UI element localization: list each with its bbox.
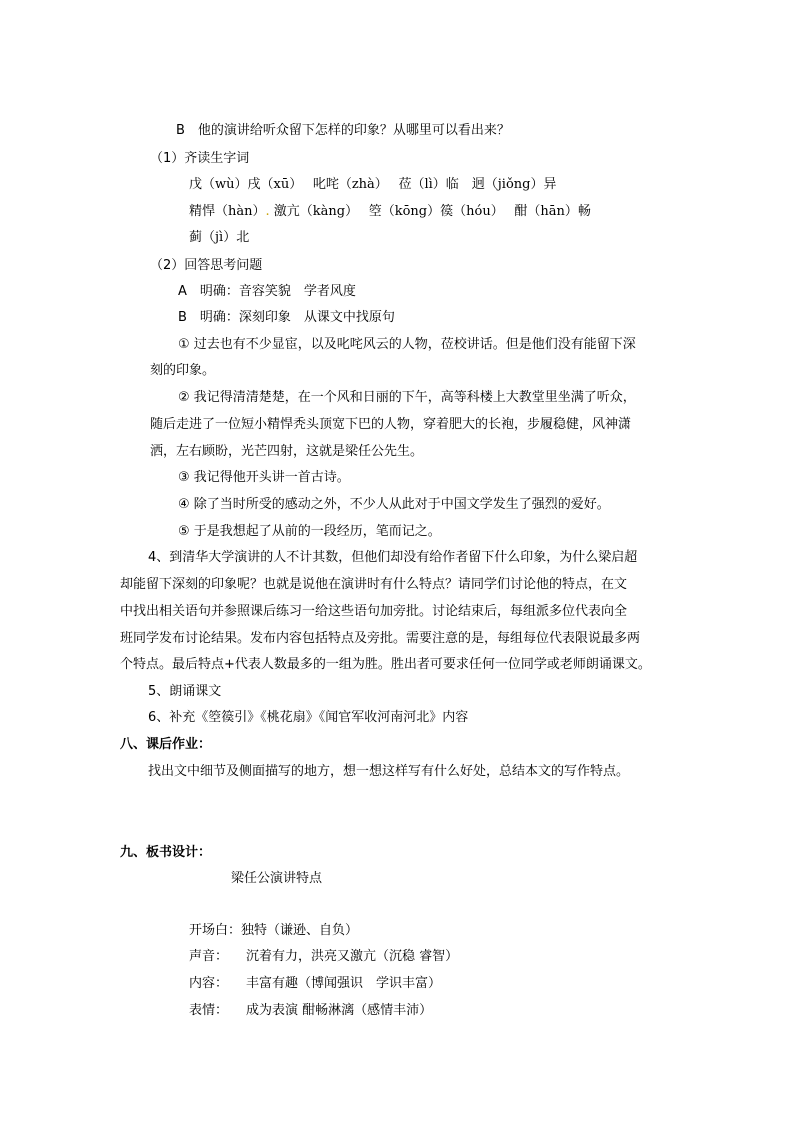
quote-2-line-1: ② 我记得清清楚楚，在一个风和日丽的下午，高等科楼上大教堂里坐满了听众， xyxy=(178,390,636,405)
board-row-voice xyxy=(189,948,458,966)
vocab-line-2 xyxy=(189,203,591,221)
board-row-content xyxy=(189,975,441,993)
quote-2-line-3: 洒，左右顾盼，光芒四射，这就是梁任公先生。 xyxy=(150,444,424,459)
answer-a: A 明确：音容笑貌 学者风度 xyxy=(178,284,356,299)
quote-3: ③ 我记得他开头讲一首古诗。 xyxy=(178,470,350,485)
board-row-expression xyxy=(189,1002,432,1020)
question-b: B 他的演讲给听众留下怎样的印象？从哪里可以看出来？ xyxy=(176,123,510,138)
step6: 6、补充《箜篌引》《桃花扇》《闻官军收河南河北》内容 xyxy=(148,710,469,725)
board-row-value: 沉着有力，洪亮又激亢（沉稳 睿智） xyxy=(246,949,459,964)
vocab-line-1: 戊（wù）戌（xū） 叱咤（zhà） 莅（lì）临 迥（jiǒng）异 xyxy=(189,177,557,192)
board-row-label: 开场白： xyxy=(189,923,242,938)
step4-line-3: 中找出相关语句并参照课后练习一给这些语句加旁批。讨论结束后，每组派多位代表向全 xyxy=(120,604,628,619)
step4-line-5: 个特点。最后特点+代表人数最多的一组为胜。胜出者可要求任何一位同学或老师朗诵课文。 xyxy=(120,657,651,672)
step4-line-4: 班同学发布讨论结果。发布内容包括特点及旁批。需要注意的是，每组每位代表限说最多两 xyxy=(120,631,641,646)
quote-2-line-2: 随后走进了一位短小精悍秃头顶宽下巴的人物，穿着肥大的长袍，步履稳健，风神潇 xyxy=(150,417,632,432)
step4-line-2: 却能留下深刻的印象呢？也就是说他在演讲时有什么特点？请同学们讨论他的特点，在文 xyxy=(120,577,628,592)
step5: 5、朗诵课文 xyxy=(148,684,222,699)
quote-1-line-2: 刻的印象。 xyxy=(150,363,216,378)
quote-5: ⑤ 于是我想起了从前的一段经历，笔而记之。 xyxy=(178,524,441,539)
quote-4: ④ 除了当时所受的感动之外，不少人从此对于中国文学发生了强烈的爱好。 xyxy=(178,497,610,512)
vocab-rest: 激亢（kàng） 箜（kōng）篌（hóu） 酣（hān）畅 xyxy=(269,204,591,219)
vocab-dot: . xyxy=(265,204,270,219)
step4-line-1: 4、到清华大学演讲的人不计其数，但他们却没有给作者留下什么印象，为什么梁启超 xyxy=(148,550,638,565)
board-title: 梁任公演讲特点 xyxy=(231,871,323,886)
homework-heading: 八、课后作业： xyxy=(120,737,212,752)
read-vocab-title: （1）齐读生字词 xyxy=(150,151,250,166)
answer-b: B 明确：深刻印象 从课文中找原句 xyxy=(178,310,395,325)
vocab-line-3: 蓟（jì）北 xyxy=(189,230,250,245)
quote-1-line-1: ① 过去也有不少显宦，以及叱咤风云的人物，莅校讲话。但是他们没有能留下深 xyxy=(178,337,636,352)
board-row-value: 丰富有趣（博闻强识 学识丰富） xyxy=(246,976,442,991)
board-row-label: 内容： xyxy=(189,976,229,991)
board-row-label: 表情： xyxy=(189,1003,229,1018)
homework-text: 找出文中细节及侧面描写的地方，想一想这样写有什么好处，总结本文的写作特点。 xyxy=(148,764,630,779)
board-row-label: 声音： xyxy=(189,949,229,964)
board-row-value: 独特（谦逊、自负） xyxy=(241,923,359,938)
board-heading: 九、板书设计： xyxy=(120,845,212,860)
board-row-opening xyxy=(189,922,358,940)
answer-title: （2）回答思考问题 xyxy=(150,258,263,273)
board-row-value: 成为表演 酣畅淋漓（感情丰沛） xyxy=(246,1003,433,1018)
vocab-jinghan: 精悍（hàn） xyxy=(189,204,266,219)
